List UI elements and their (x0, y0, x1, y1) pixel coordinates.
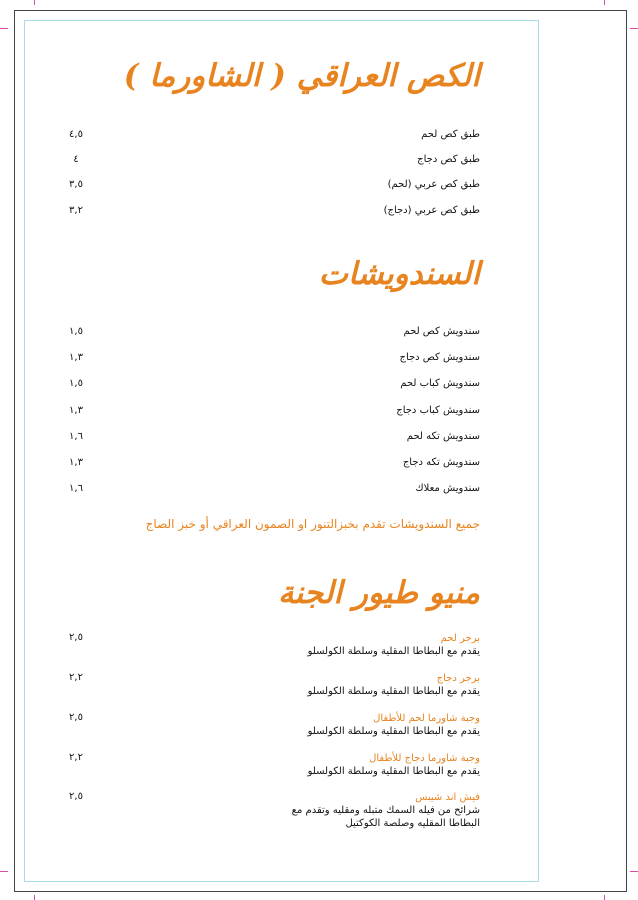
menu-row (60, 483, 480, 501)
crop-mark (604, 895, 605, 900)
menu-row (60, 326, 480, 344)
item-name: طبق كص عربي (لحم) (387, 179, 480, 190)
item-name: طبق كص عربي (دجاج) (383, 205, 480, 216)
item-name: سندويش كص دجاج (399, 352, 480, 363)
item-price: ١,٣ (69, 352, 83, 363)
crop-mark (34, 0, 35, 5)
item-title: برجر دجاج (436, 673, 480, 684)
menu-item (60, 752, 480, 778)
item-description: يقدم مع البطاطا المقلية وسلطة الكولسلو (307, 766, 480, 777)
item-description: يقدم مع البطاطا المقلية وسلطة الكولسلو (307, 646, 480, 657)
item-title: وجبة شاورما دجاج للأطفال (369, 753, 480, 764)
item-price: ٢,٥ (69, 791, 83, 802)
crop-mark (0, 871, 8, 872)
sandwich-bread-note: جميع السندويشات تقدم بخبزالتنور او الصمون العراقي أو خبز الصاج (145, 517, 480, 531)
menu-row (60, 378, 480, 396)
item-price: ١,٣ (69, 457, 83, 468)
item-price: ١,٥ (69, 326, 83, 337)
crop-mark (604, 0, 605, 5)
menu-row (60, 205, 480, 223)
item-description: شرائح من فيله السمك متبله ومقليه وتقدم مع البطاطا المقليه وصلصة الكوكتيل (291, 805, 480, 829)
item-price: ١,٣ (69, 405, 83, 416)
menu-row (60, 154, 480, 172)
item-title: برجر لحم (440, 633, 480, 644)
item-name: سندويش كباب دجاج (396, 405, 480, 416)
menu-item (60, 791, 480, 830)
item-price: ٢,٢ (69, 752, 83, 763)
item-price: ٣,٢ (69, 205, 83, 216)
item-price: ٢,٥ (69, 712, 83, 723)
item-title: وجبة شاورما لحم للأطفال (373, 713, 480, 724)
menu-row (60, 457, 480, 475)
item-name: سندويش كص لحم (403, 326, 480, 337)
item-name: طبق كص دجاج (417, 154, 480, 165)
menu-row (60, 129, 480, 147)
menu-row (60, 405, 480, 423)
menu-item (60, 632, 480, 658)
item-price: ٤,٥ (69, 129, 83, 140)
section-heading-kids-menu: منيو طيور الجنة (278, 575, 480, 611)
item-price: ٣,٥ (69, 179, 83, 190)
crop-mark (630, 871, 638, 872)
item-price: ٢,٢ (69, 672, 83, 683)
item-price: ٢,٥ (69, 632, 83, 643)
item-name: سندويش معلاك (415, 483, 480, 494)
item-price: ١,٥ (69, 378, 83, 389)
menu-row (60, 431, 480, 449)
menu-item (60, 712, 480, 738)
item-name: سندويش تكه لحم (406, 431, 480, 442)
menu-row (60, 179, 480, 197)
menu-item (60, 672, 480, 698)
crop-mark (630, 28, 638, 29)
section-heading-sandwiches: السندويشات (318, 256, 480, 292)
crop-mark (0, 28, 8, 29)
item-name: سندويش كباب لحم (400, 378, 480, 389)
item-price: ١,٦ (69, 483, 83, 494)
item-description: يقدم مع البطاطا المقلية وسلطة الكولسلو (307, 726, 480, 737)
item-price: ١,٦ (69, 431, 83, 442)
item-title: فيش اند شيبس (415, 792, 480, 803)
item-description: يقدم مع البطاطا المقلية وسلطة الكولسلو (307, 686, 480, 697)
crop-mark (34, 895, 35, 900)
item-price: ٤ (73, 154, 79, 165)
menu-row (60, 352, 480, 370)
section-heading-shawarma: الكص العراقي ( الشاورما ) (123, 58, 480, 94)
item-name: سندويش تكه دجاج (402, 457, 480, 468)
item-name: طبق كص لحم (421, 129, 480, 140)
